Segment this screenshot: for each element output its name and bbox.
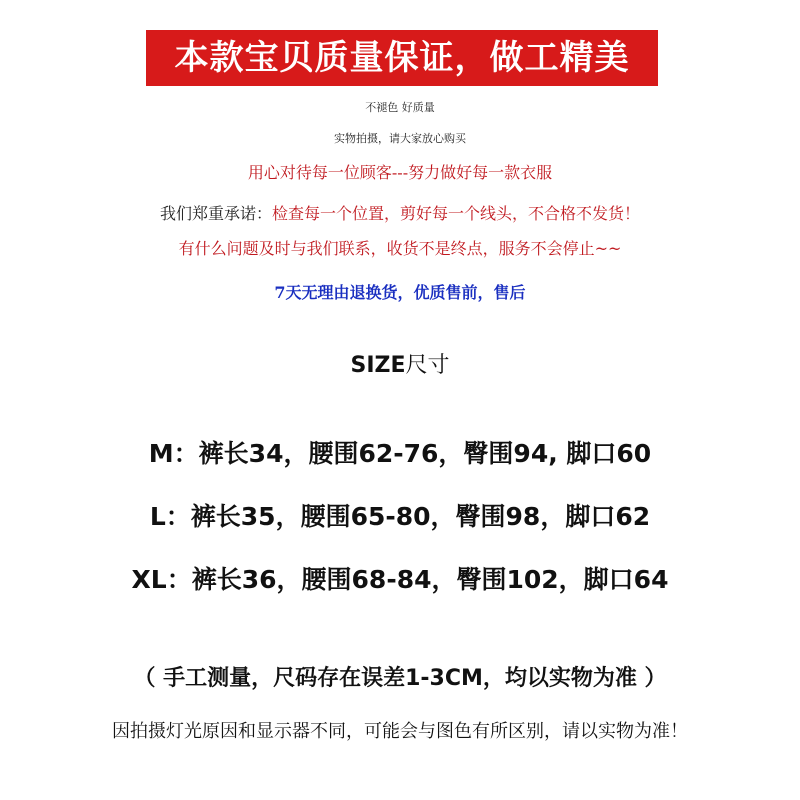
promise-line-2-body: 检查每一个位置，剪好每一个线头，不合格不发货！ (272, 204, 641, 223)
size-row-l: L：裤长35，腰围65-80，臀围98，脚口62 (149, 502, 651, 531)
size-title-cn: 尺寸 (405, 353, 450, 378)
size-row-xl: XL：裤长36，腰围68-84，臀围102，脚口64 (131, 565, 669, 594)
size-row-m: M：裤长34，腰围62-76，臀围94, 脚口60 (148, 439, 652, 468)
color-disclaimer: 因拍摄灯光原因和显示器不同，可能会与图色有所区别，请以实物为准！ (112, 721, 688, 742)
quality-banner: 本款宝贝质量保证，做工精美 (146, 30, 658, 86)
promise-line-2-prefix: 我们郑重承诺： (159, 204, 272, 223)
promise-line-4: 7天无理由退换货，优质售前，售后 (274, 283, 526, 302)
intro-line-1: 不褪色 好质量 (365, 101, 435, 114)
promise-line-3: 有什么问题及时与我们联系，收货不是终点，服务不会停止~~ (178, 239, 622, 258)
size-title-en: SIZE (350, 353, 406, 378)
promise-line-2 (0, 201, 800, 224)
size-title (0, 348, 800, 379)
promise-line-1: 用心对待每一位顾客---努力做好每一款衣服 (247, 163, 553, 182)
measurement-note: （ 手工测量，尺码存在误差1-3CM，均以实物为准 ） (133, 666, 667, 691)
intro-line-2: 实物拍摄，请大家放心购买 (334, 132, 466, 145)
